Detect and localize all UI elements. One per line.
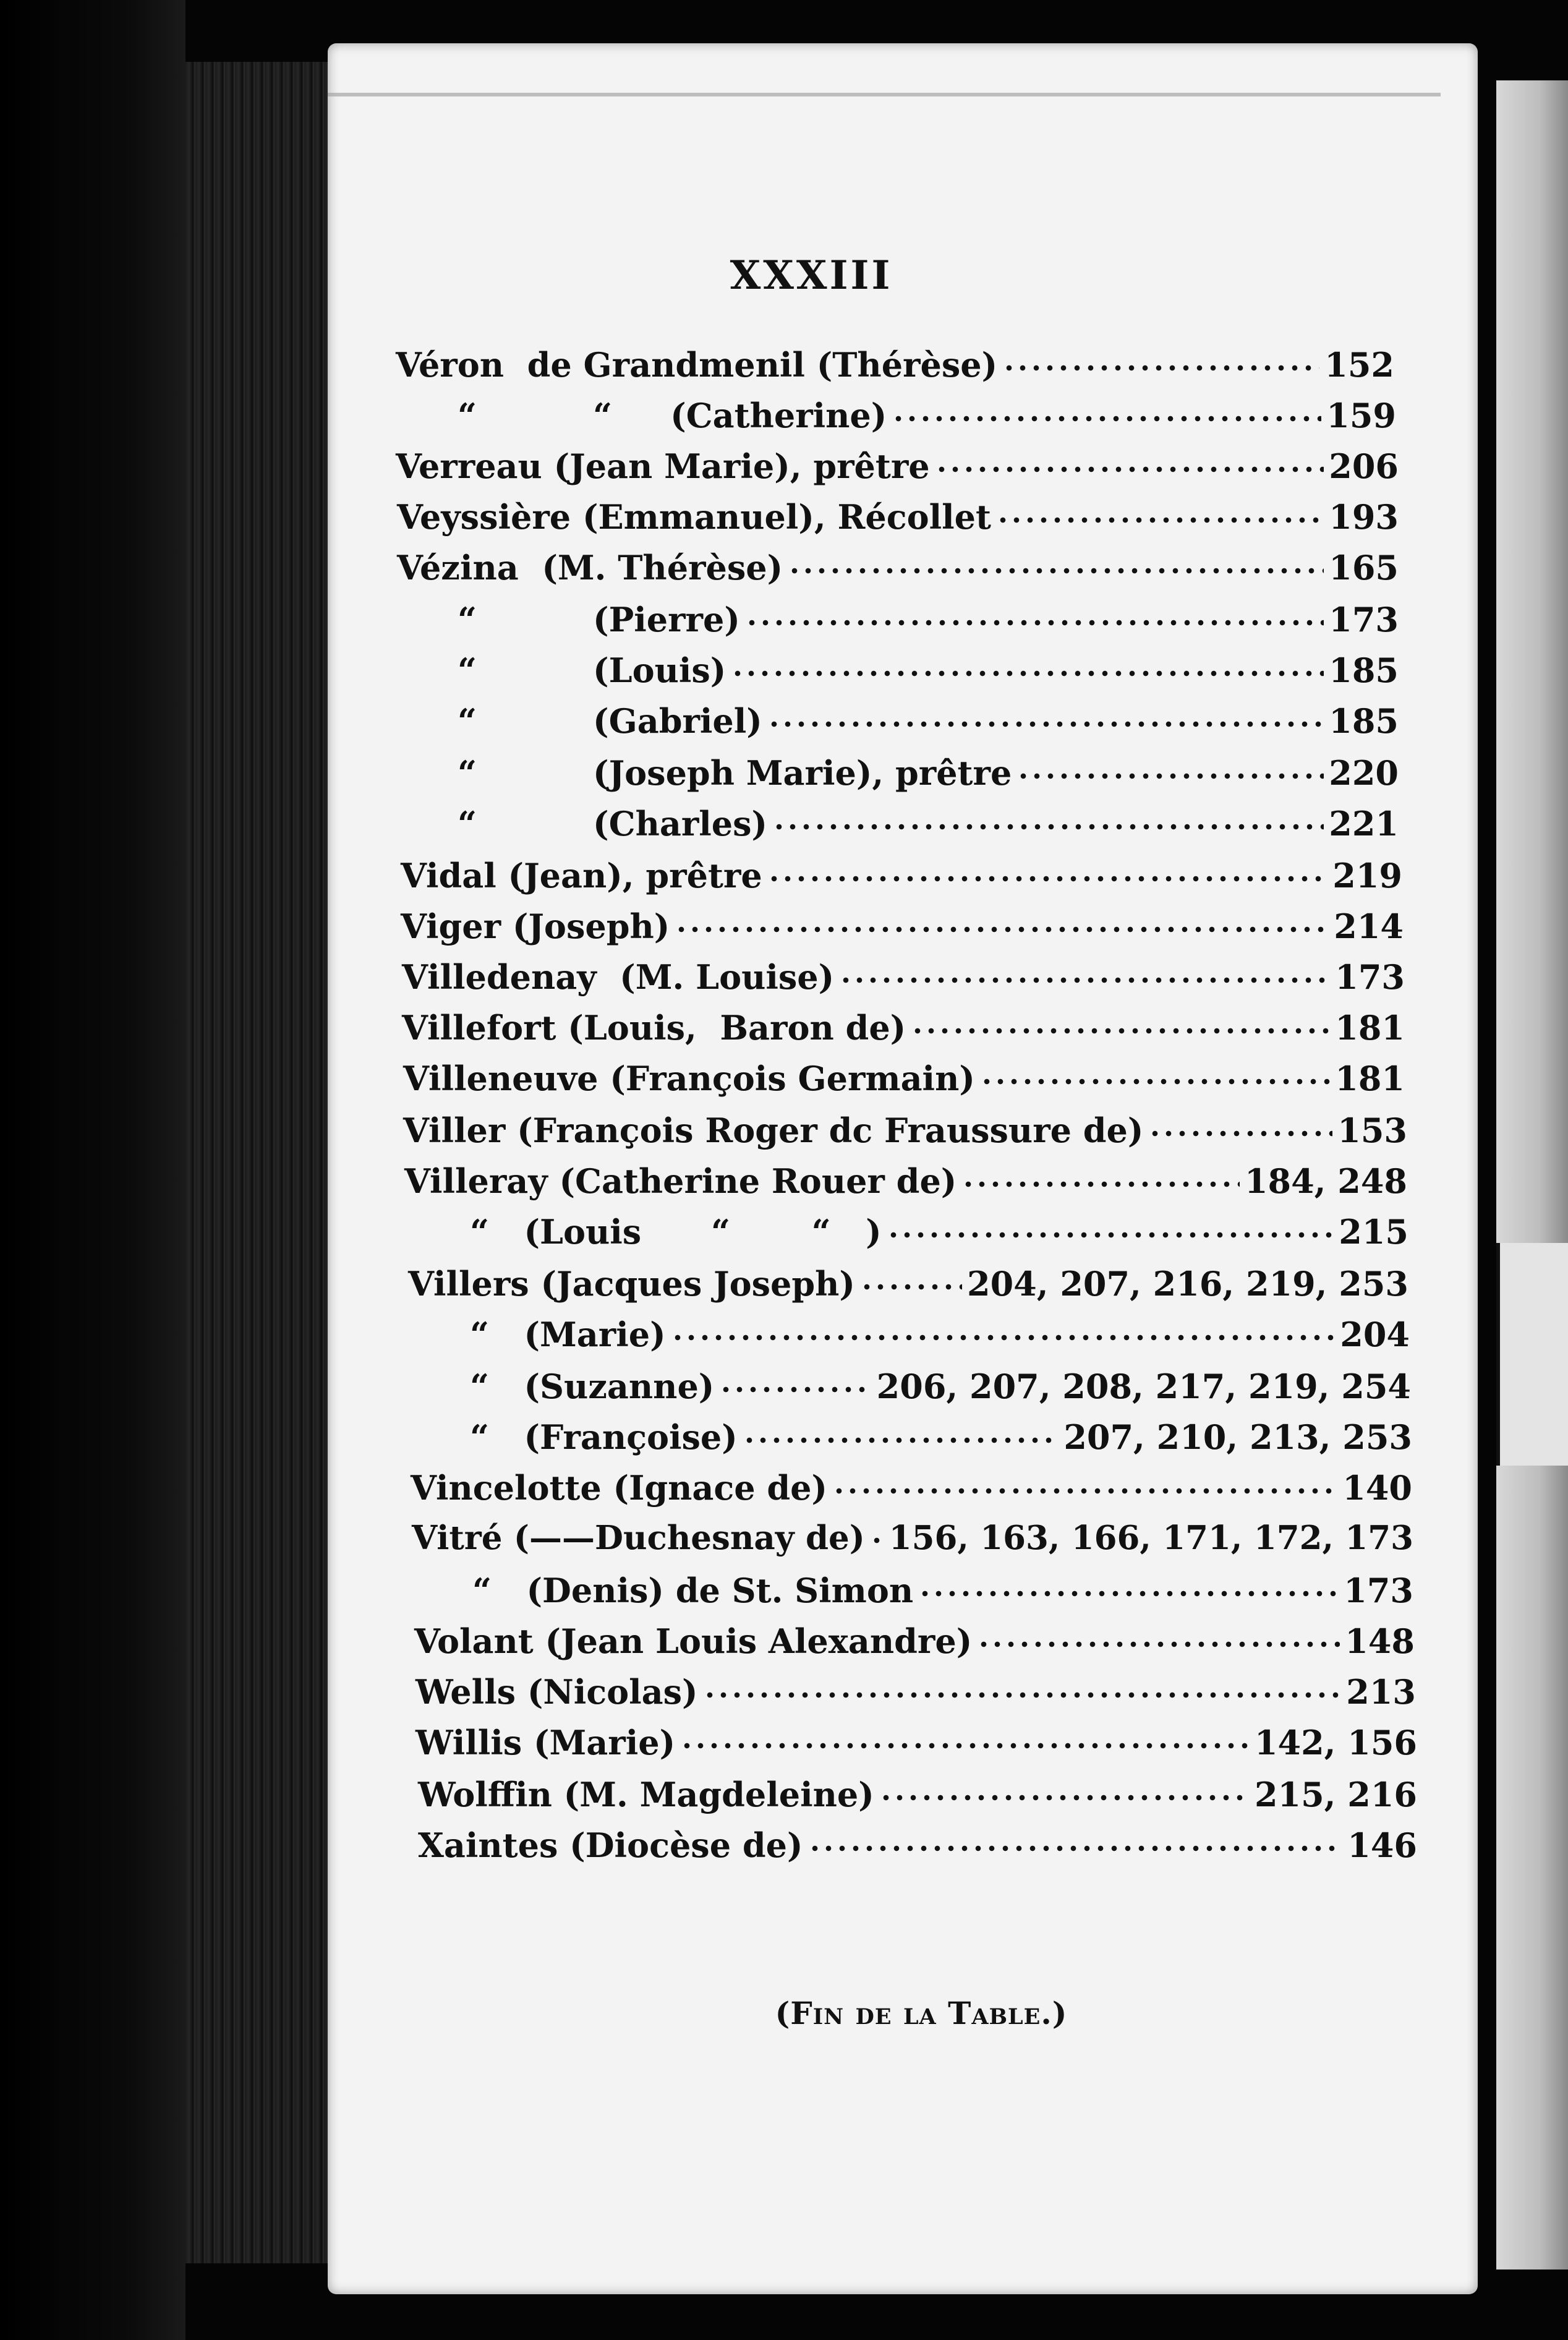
entry-name: Véron de Grandmenil (Thérèse) <box>396 345 998 385</box>
index-entry <box>458 753 1399 798</box>
dot-leader <box>719 1381 871 1398</box>
index-entry <box>470 1315 1410 1359</box>
entry-name: Viller (François Roger dc Fraussure de) <box>403 1111 1144 1150</box>
index-entry <box>418 1775 1417 1819</box>
dot-leader <box>743 1432 1059 1449</box>
index-entry <box>408 1264 1408 1309</box>
entry-page-numbers: 220 <box>1329 753 1399 793</box>
dot-leader <box>767 870 1328 887</box>
index-entry <box>397 497 1399 542</box>
dot-leader <box>745 614 1324 631</box>
dot-leader <box>887 1226 1334 1244</box>
index-entry <box>397 548 1399 592</box>
entry-name: Viger (Joseph) <box>401 907 670 946</box>
entry-page-numbers: 181 <box>1335 1059 1405 1098</box>
index-entry <box>458 396 1396 440</box>
index-entry <box>404 1161 1407 1206</box>
index-entry <box>402 957 1405 1002</box>
entry-page-numbers: 204, 207, 216, 219, 253 <box>967 1264 1408 1304</box>
entry-page-numbers: 173 <box>1335 957 1405 997</box>
entry-name: “ (Pierre) <box>458 600 740 639</box>
entry-name: Volant (Jean Louis Alexandre) <box>414 1621 973 1661</box>
dot-leader <box>892 410 1321 427</box>
entry-name: Veyssière (Emmanuel), Récollet <box>397 497 991 537</box>
entry-name: “ (Louis) <box>458 651 726 690</box>
dot-leader <box>839 971 1330 989</box>
entry-name: Vincelotte (Ignace de) <box>411 1468 828 1508</box>
index-entry <box>396 345 1394 390</box>
entry-page-numbers: 152 <box>1324 345 1394 385</box>
dot-leader <box>772 818 1324 835</box>
entry-page-numbers: 140 <box>1342 1468 1412 1508</box>
index-entry <box>414 1621 1415 1666</box>
entry-page-numbers: 221 <box>1329 804 1399 843</box>
dot-leader <box>808 1840 1343 1857</box>
dot-leader <box>703 1686 1342 1704</box>
entry-page-numbers: 146 <box>1347 1825 1417 1865</box>
index-entry <box>412 1519 1413 1563</box>
end-of-table-note: (Fin de la Table.) <box>775 1995 1068 2031</box>
entry-page-numbers: 165 <box>1329 548 1399 587</box>
entry-name: Xaintes (Diocèse de) <box>418 1825 803 1865</box>
entry-page-numbers: 173 <box>1344 1571 1413 1610</box>
dot-leader <box>961 1176 1240 1193</box>
dot-leader <box>918 1585 1339 1602</box>
entry-name: Wolffin (M. Magdeleine) <box>418 1775 874 1814</box>
entry-page-numbers: 206 <box>1329 446 1399 486</box>
dot-leader <box>1016 767 1324 785</box>
entry-name: Willis (Marie) <box>415 1723 676 1762</box>
entry-name: Vézina (M. Thérèse) <box>397 548 783 587</box>
index-entry <box>415 1672 1416 1717</box>
index-entry <box>470 1417 1412 1462</box>
entry-name: “ (Louis “ “ ) <box>470 1212 882 1252</box>
dot-leader <box>675 921 1329 938</box>
entry-page-numbers: 193 <box>1329 497 1399 537</box>
dot-leader <box>671 1329 1336 1346</box>
dot-leader <box>832 1482 1337 1500</box>
entry-name: “ (Françoise) <box>470 1417 738 1457</box>
dot-leader <box>879 1789 1250 1806</box>
dot-leader <box>788 562 1324 579</box>
index-entry <box>411 1468 1412 1513</box>
index-entry <box>470 1367 1411 1411</box>
entry-name: Wells (Nicolas) <box>415 1672 698 1712</box>
entry-page-numbers: 142, 156 <box>1254 1723 1417 1762</box>
index-entry <box>415 1723 1417 1767</box>
dot-leader <box>767 715 1324 733</box>
entry-page-numbers: 215, 216 <box>1254 1775 1417 1814</box>
index-entry <box>458 651 1399 695</box>
dot-leader <box>911 1022 1330 1040</box>
dot-leader <box>870 1532 884 1549</box>
dot-leader <box>731 665 1324 682</box>
dot-leader <box>1148 1125 1332 1142</box>
entry-name: “ (Gabriel) <box>458 701 762 741</box>
entry-page-numbers: 206, 207, 208, 217, 219, 254 <box>876 1367 1411 1406</box>
entry-name: Villeray (Catherine Rouer de) <box>404 1161 957 1201</box>
entry-page-numbers: 159 <box>1326 396 1396 435</box>
entry-page-numbers: 207, 210, 213, 253 <box>1063 1417 1412 1457</box>
entry-page-numbers: 219 <box>1332 856 1402 895</box>
dot-leader <box>680 1737 1250 1754</box>
entry-page-numbers: 173 <box>1329 600 1399 639</box>
page-number-heading: XXXIII <box>730 252 893 299</box>
dot-leader <box>935 461 1324 478</box>
entry-page-numbers: 181 <box>1335 1008 1405 1048</box>
index-entry <box>402 1008 1405 1053</box>
dot-leader <box>1002 359 1319 377</box>
entry-page-numbers: 185 <box>1329 651 1399 690</box>
entry-name: Villers (Jacques Joseph) <box>408 1264 855 1304</box>
entry-page-numbers: 148 <box>1345 1621 1415 1661</box>
index-entry <box>396 446 1399 491</box>
entry-name: “ (Suzanne) <box>470 1367 715 1406</box>
entry-name: “ (Charles) <box>458 804 768 843</box>
index-entry <box>403 1059 1405 1103</box>
index-entry <box>403 1111 1407 1155</box>
entry-name: Villeneuve (François Germain) <box>403 1059 975 1098</box>
dot-leader <box>980 1073 1330 1090</box>
entry-name: Villedenay (M. Louise) <box>402 957 835 997</box>
entry-page-numbers: 204 <box>1340 1315 1410 1354</box>
entry-page-numbers: 214 <box>1334 907 1404 946</box>
entry-name: “ (Denis) de St. Simon <box>472 1571 914 1610</box>
index-entry <box>458 701 1399 746</box>
dot-leader <box>996 511 1324 529</box>
index-entry <box>470 1212 1408 1257</box>
index-entry <box>401 907 1404 951</box>
entry-name: Vidal (Jean), prêtre <box>401 856 762 895</box>
entry-name: Verreau (Jean Marie), prêtre <box>396 446 930 486</box>
entry-name: Vitré (——Duchesnay de) <box>412 1519 865 1557</box>
index-entry <box>401 856 1402 900</box>
entry-page-numbers: 213 <box>1346 1672 1416 1712</box>
entry-page-numbers: 184, 248 <box>1244 1161 1407 1201</box>
entry-page-numbers: 215 <box>1339 1212 1408 1252</box>
entry-name: “ (Joseph Marie), prêtre <box>458 753 1012 793</box>
index-entry <box>472 1571 1413 1615</box>
entry-name: Villefort (Louis, Baron de) <box>402 1008 906 1048</box>
index-entry <box>458 600 1399 644</box>
entry-page-numbers: 156, 163, 166, 171, 172, 173 <box>888 1519 1413 1557</box>
entry-name: “ (Marie) <box>470 1315 666 1354</box>
dot-leader <box>977 1636 1340 1653</box>
entry-page-numbers: 153 <box>1337 1111 1407 1150</box>
entry-name: “ “ (Catherine) <box>458 396 887 435</box>
index-entry <box>418 1825 1417 1870</box>
entry-page-numbers: 185 <box>1329 701 1399 741</box>
dot-leader <box>860 1278 962 1296</box>
index-entry <box>458 804 1399 848</box>
